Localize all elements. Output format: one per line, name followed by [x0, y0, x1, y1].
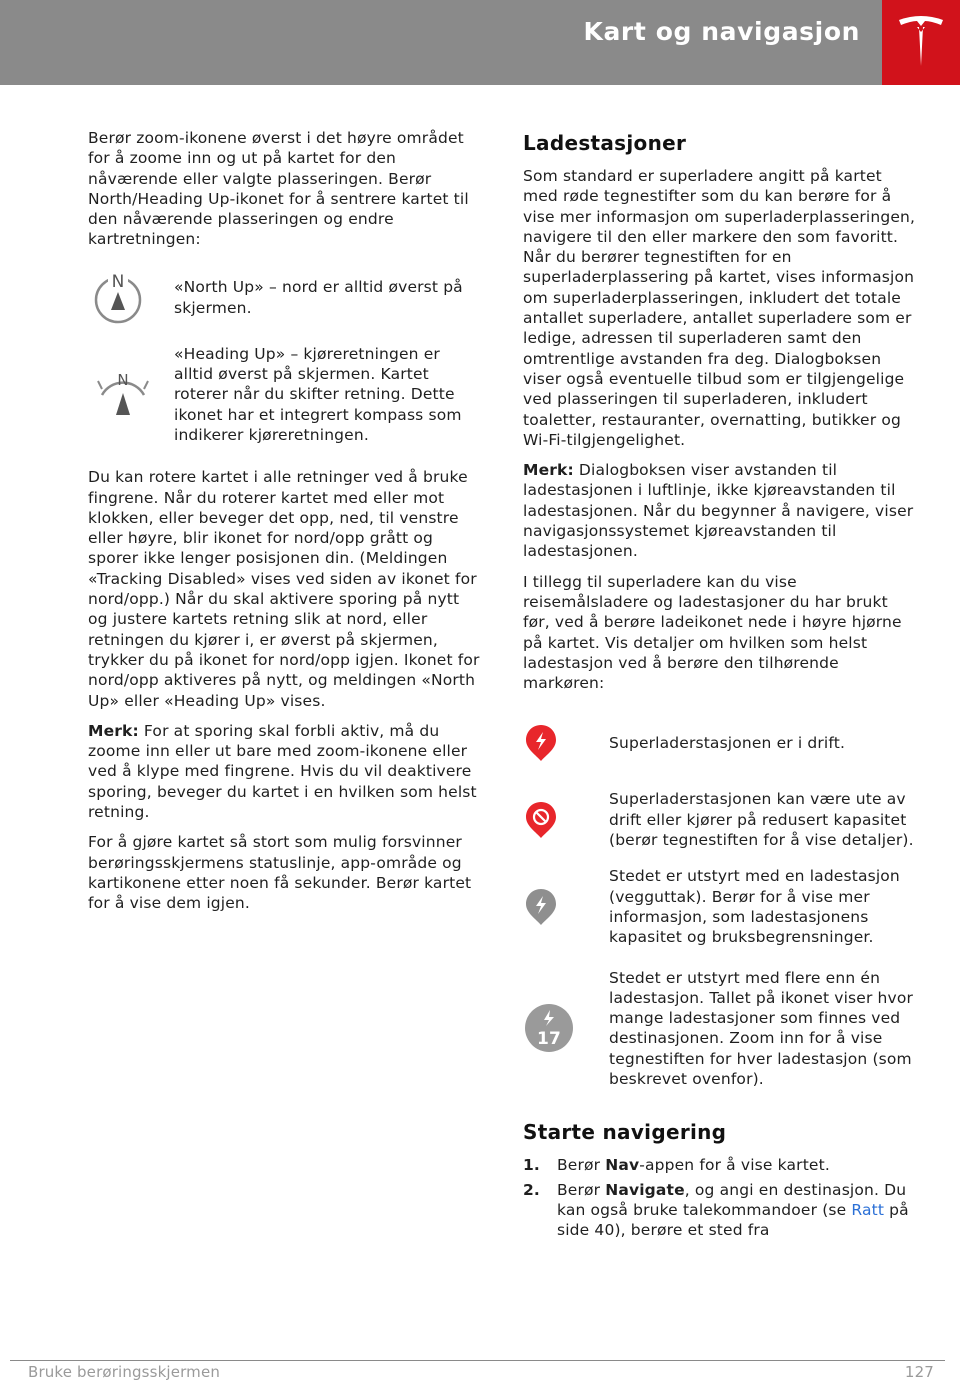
- heading-up-description: «Heading Up» – kjøreretningen er alltid øverst på skjermen. Kartet roterer når du skifter retning. Dette ikonet har et integrert kompass som indikerer kjøreretningen.: [174, 344, 462, 444]
- footer-divider: [10, 1360, 945, 1361]
- page-number: 127: [904, 1363, 934, 1381]
- north-up-row: [88, 268, 480, 328]
- supercharger-down-description: Superladerstasjonen kan være ute av drift eller kjører på redusert kapasitet (berør tegnestiften for å vise detaljer).: [609, 790, 914, 850]
- north-up-description: «North Up» – nord er alltid øverst på skjermen.: [174, 278, 463, 317]
- cluster-row: [523, 968, 918, 1090]
- supercharger-pin-icon: [523, 723, 559, 763]
- supercharger-unavailable-pin-icon: [523, 800, 559, 840]
- icon-cell: [523, 800, 609, 840]
- heading-up-icon-cell: [88, 365, 174, 425]
- supercharger-paragraph: Som standard er superladere angitt på kartet med røde tegnestifter som du kan berøre for å vise mer informasjon om superladerplasseringen, navigere til den eller markere den som favoritt. Når du berører tegnestiften for en superladerplassering på kartet, vises informasjon om superladerplasseringen, inkludert det totale antallet superladere, antallet superladere som er ledige, adressen til superladeren samt den omtrentlige avstanden fra deg. Dialogboksen viser også eventuelle tilbud som er tilgjengelige ved plasseringen til superladeren, inkludert toaletter, restauranter, overnatting, butikker og Wi-Fi-tilgjengelighet.: [523, 167, 916, 449]
- icon-cell: [523, 1002, 609, 1054]
- destination-charger-pin-icon: [523, 887, 559, 927]
- tesla-logo-icon: [897, 14, 945, 70]
- page-header: [0, 0, 960, 85]
- footer-section: Bruke berøringsskjermen: [28, 1363, 220, 1381]
- destination-charger-description: Stedet er utstyrt med en ladestasjon (vegguttak). Berør for å vise mer informasjon, som ladestasjonens kapasitet og bruksbegrensninger.: [609, 867, 900, 947]
- nav-app-name: Nav: [605, 1156, 640, 1175]
- supercharger-ok-row: [523, 723, 918, 763]
- svg-text:N: N: [117, 370, 129, 389]
- charging-heading: Ladestasjoner: [523, 131, 687, 155]
- step-2: 2. Berør Navigate, og angi en destinasjon. Du kan også bruke talekommandoer (se Ratt på side 40), berøre et sted fra: [523, 1180, 909, 1240]
- fullscreen-paragraph: For å gjøre kartet så stort som mulig forsvinner berøringsskjermens statuslinje, app-område og kartikonene etter noen få sekunder. Berør kartet for å vise dem igjen.: [88, 833, 472, 913]
- charger-cluster-icon: [523, 1002, 575, 1054]
- north-up-icon-cell: [88, 268, 174, 328]
- rotate-paragraph: Du kan rotere kartet i alle retninger ved å bruke fingrene. Når du roterer kartet med eller mot klokken, eller beveger det opp, ned, til venstre eller høyre, blir ikonet for nord/opp grått og sporer ikke lenger posisjonen din. (Meldingen «Tracking Disabled» vises ved siden av ikonet for nord/opp.) Når du skal aktivere sporing på nytt og justere kartets retning slik at nord, eller retningen du kjører i, er øverst på skjermen, trykker du på ikonet for nord/opp igjen. Ikonet for nord/opp aktiveres på nytt, og meldingen «North Up» eller «Heading Up» vises.: [88, 468, 480, 710]
- destination-paragraph: I tillegg til superladere kan du vise reisemålsladere og ladestasjoner du har brukt før, ved å berøre ladeikonet nede i høyre hjørne på kartet. Vis detaljer om hvilken som helst ladestasjon ved å berøre den tilhørende markøren:: [523, 572, 902, 693]
- navigate-button-name: Navigate: [605, 1180, 685, 1199]
- ratt-link[interactable]: Ratt: [851, 1200, 885, 1219]
- note-label: Merk:: [88, 721, 139, 740]
- icon-cell: [523, 887, 609, 927]
- icon-cell: [523, 723, 609, 763]
- heading-up-row: [88, 344, 480, 445]
- heading-up-icon: [88, 365, 158, 425]
- intro-paragraph: Berør zoom-ikonene øverst i det høyre området for å zoome inn og ut på kartet for den nåværende eller valgte plasseringen. Berør North/Heading Up-ikonet for å sentrere kartet til den nåværende plasseringen og endre kartretningen:: [88, 129, 469, 249]
- step-1: 1. Berør Nav-appen for å vise kartet.: [523, 1156, 830, 1175]
- right-column: [523, 130, 918, 1244]
- left-column: [88, 128, 480, 924]
- note-text: Dialogboksen viser avstanden til ladestasjonen i luftlinje, ikke kjøreavstanden til ladestasjonen. Når du begynner å navigere, viser navigasjonssystemet kjøreavstanden til ladestasjonen.: [523, 461, 914, 561]
- north-up-icon: [88, 268, 148, 328]
- distance-note: [523, 460, 918, 561]
- note-text: For at sporing skal forbli aktiv, må du zoome inn eller ut bare med zoom-ikonene eller ved å klype med fingrene. Hvis du vil deaktivere sporing, beveger du kartet i en hvilken som helst retning.: [88, 721, 477, 822]
- supercharger-ok-description: Superladerstasjonen er i drift.: [609, 734, 846, 753]
- page-title: Kart og navigasjon: [583, 17, 860, 46]
- destination-charger-row: [523, 866, 918, 947]
- tracking-note: [88, 721, 480, 822]
- cluster-description: Stedet er utstyrt med flere enn én ladestasjon. Tallet på ikonet viser hvor mange ladestasjoner som finnes ved destinasjonen. Zoom inn for å vise tegnestiften for hver ladestasjon (som beskrevet ovenfor).: [609, 968, 914, 1088]
- start-navigation-heading: Starte navigering: [523, 1120, 727, 1145]
- navigation-steps: [523, 1155, 918, 1240]
- north-letter: N: [111, 271, 125, 292]
- supercharger-down-row: [523, 789, 918, 850]
- brand-logo-box: [882, 0, 960, 85]
- cluster-count: 17: [537, 1029, 561, 1050]
- note-label: Merk:: [523, 461, 574, 480]
